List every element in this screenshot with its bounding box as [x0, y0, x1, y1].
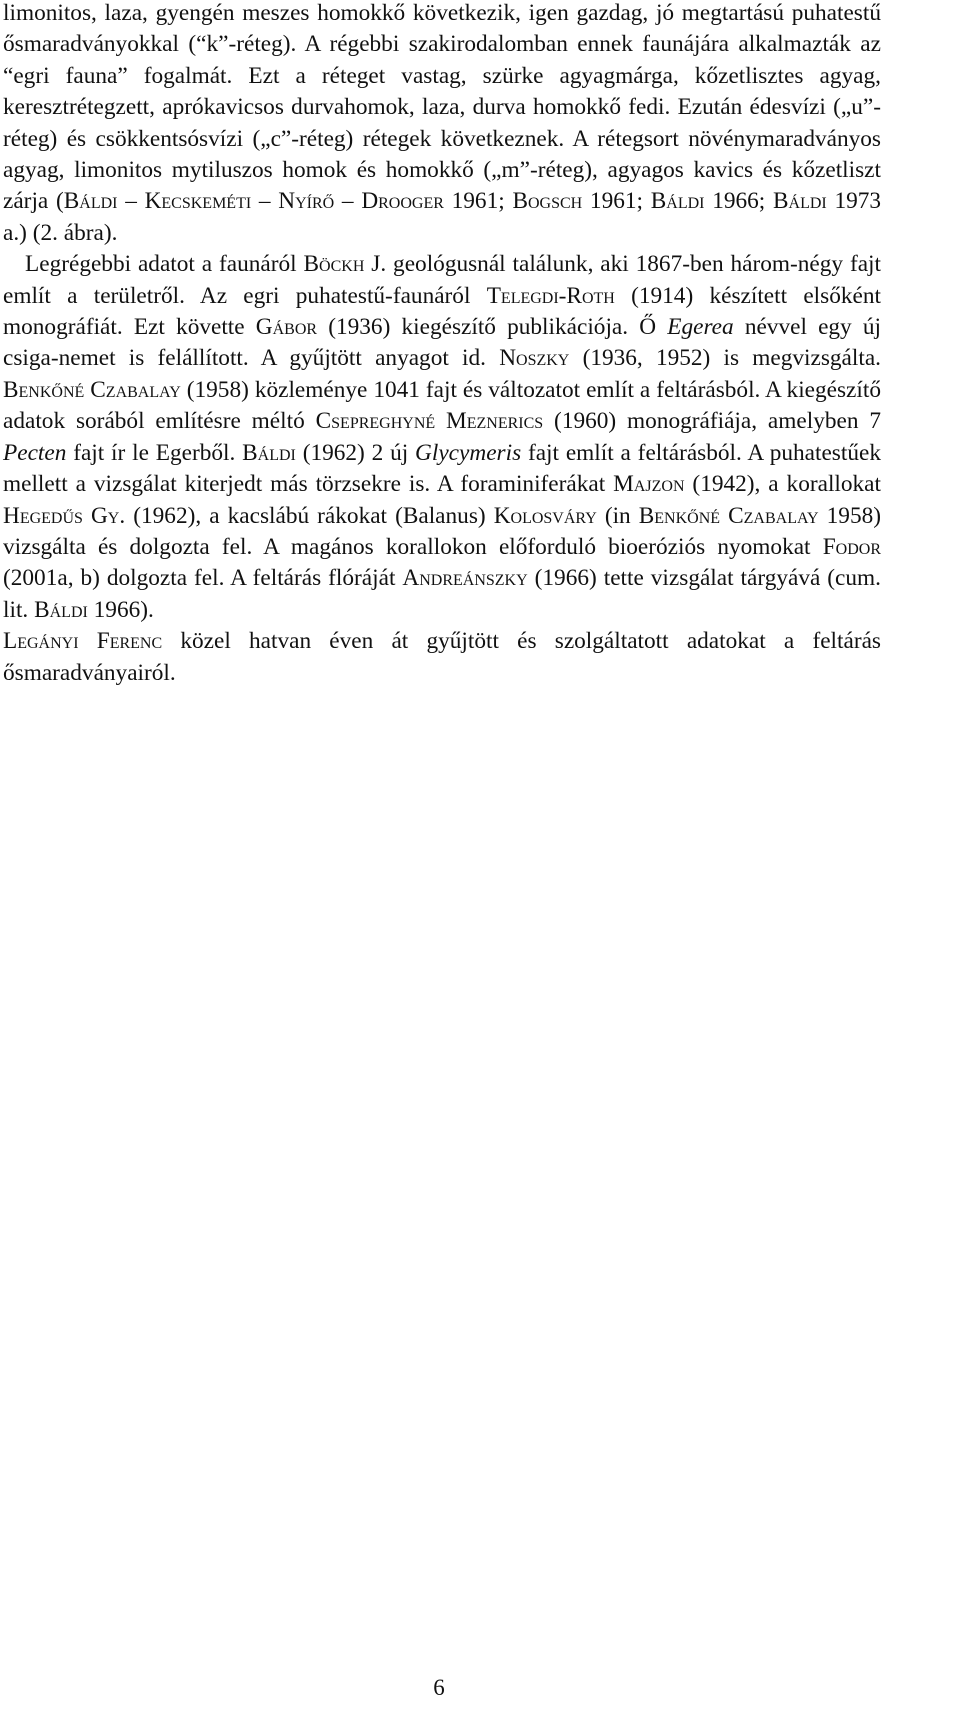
text-run: fajt említ a feltárásból. A puhatestűek mellett a vizsgálat kiterjedt más törzsekre is. A foraminiferákat — [3, 439, 881, 498]
text-run: – — [251, 188, 279, 215]
author-name: Báldi — [773, 188, 827, 215]
author-name: Benkőné Czabalay — [638, 502, 819, 529]
paragraph — [3, 249, 881, 626]
text-run: 1973 a.) (2. ábra). — [3, 188, 882, 246]
author-name: Gábor — [255, 314, 318, 341]
text-run: (2001a, b) dolgozta fel. A feltárás flóráját — [3, 565, 403, 592]
italic-taxon-name: Pecten — [3, 439, 67, 466]
author-name: Majzon — [613, 471, 685, 498]
text-run: (1942), a korallokat — [684, 471, 881, 498]
text-run: limonitos, laza, gyengén meszes homokkő következik, igen gazdag, jó megtartású puhatestű ősmaradványokkal (“k”-réteg). A régebbi szakirodalomban ennek faunájára alkalmazták az “egri fauna” fogalmát. Ezt a réteget vastag, szürke agyagmárga, kőzetlisztes agyag, keresztrétegzett, aprókavicsos durvahomok, laza, durva homokkő fedi. Ezután édesvízi („u”-réteg) és csökkentsósvízi („c”-réteg) rétegek következnek. A rétegsort növénymaradványos agyag, limonitos mytiluszos homok és homokkő („m”-réteg), agyagos kavics és kőzetliszt zárja ( — [3, 0, 881, 215]
text-run: Legrégebbi adatot a faunáról — [25, 251, 304, 278]
author-name: Benkőné Czabalay — [3, 376, 181, 403]
author-name: Csepreghyné Meznerics — [315, 408, 544, 435]
text-run: J. geológusnál találunk, aki 1867-ben három-négy fajt említ a területről. Az egri puhatestű-faunáról — [3, 251, 881, 309]
text-run: 1966; — [704, 188, 773, 215]
text-run: 1961; — [582, 188, 651, 215]
text-run: (1914) készített elsőként monográfiát. Ezt követte — [3, 282, 881, 341]
author-name: Báldi — [650, 188, 705, 215]
body-text — [3, 0, 881, 689]
text-run: 1958) vizsgálta és dolgozta fel. A magános korallokon előforduló bioeróziós nyomokat — [3, 502, 882, 560]
author-name: Noszky — [499, 345, 570, 372]
author-name: Kecskeméti — [144, 188, 252, 215]
author-name: Hegedűs Gy — [3, 502, 120, 529]
text-run: (in — [596, 502, 639, 529]
author-name: Báldi — [242, 439, 296, 466]
author-name: Fodor — [822, 533, 881, 560]
author-name: Telegdi-Roth — [486, 282, 615, 309]
text-run: közel hatvan éven át gyűjtött és szolgáltatott adatokat a feltárás ősmaradványairól. — [3, 628, 882, 686]
text-run: (1936) kiegészítő publikációja. Ő — [317, 314, 668, 341]
text-run: (1966) tette vizsgálat tárgyává (cum. lit. — [3, 565, 881, 623]
text-run: fajt ír le Egerből. — [66, 439, 243, 466]
italic-taxon-name: Egerea — [667, 314, 734, 341]
text-run: . (1962), a kacslábú rákokat (Balanus) — [119, 502, 494, 529]
text-run: 1961; — [443, 188, 513, 215]
text-run: (1960) monográfiája, amelyben 7 — [543, 408, 882, 435]
text-run: névvel egy új csiga-nemet is felállított. A gyűjtött anyagot id. — [3, 314, 881, 372]
text-run: – — [117, 188, 145, 215]
author-name: Böckh — [303, 251, 365, 278]
author-name: Legányi Ferenc — [3, 628, 163, 655]
author-name: Andreánszky — [402, 565, 528, 592]
author-name: Báldi — [63, 188, 118, 215]
text-run: (1936, 1952) is megvizsgálta. — [569, 345, 881, 372]
text-run: (1962) 2 új — [295, 439, 416, 466]
author-name: Bogsch — [512, 188, 583, 215]
page-number: 6 — [433, 1675, 445, 1700]
text-run: 1966). — [87, 596, 154, 623]
text-run: – — [334, 188, 362, 215]
author-name: Drooger — [361, 188, 444, 215]
paragraph — [3, 626, 881, 689]
italic-taxon-name: Glycymeris — [415, 439, 522, 466]
text-run: (1958) közleménye 1041 fajt és változatot említ a feltárásból. A kiegészítő adatok sorából említésre méltó — [3, 376, 881, 435]
author-name: Kolosváry — [493, 502, 597, 529]
author-name: Báldi — [34, 596, 88, 623]
paragraph — [3, 0, 881, 249]
author-name: Nyírő — [278, 188, 335, 215]
